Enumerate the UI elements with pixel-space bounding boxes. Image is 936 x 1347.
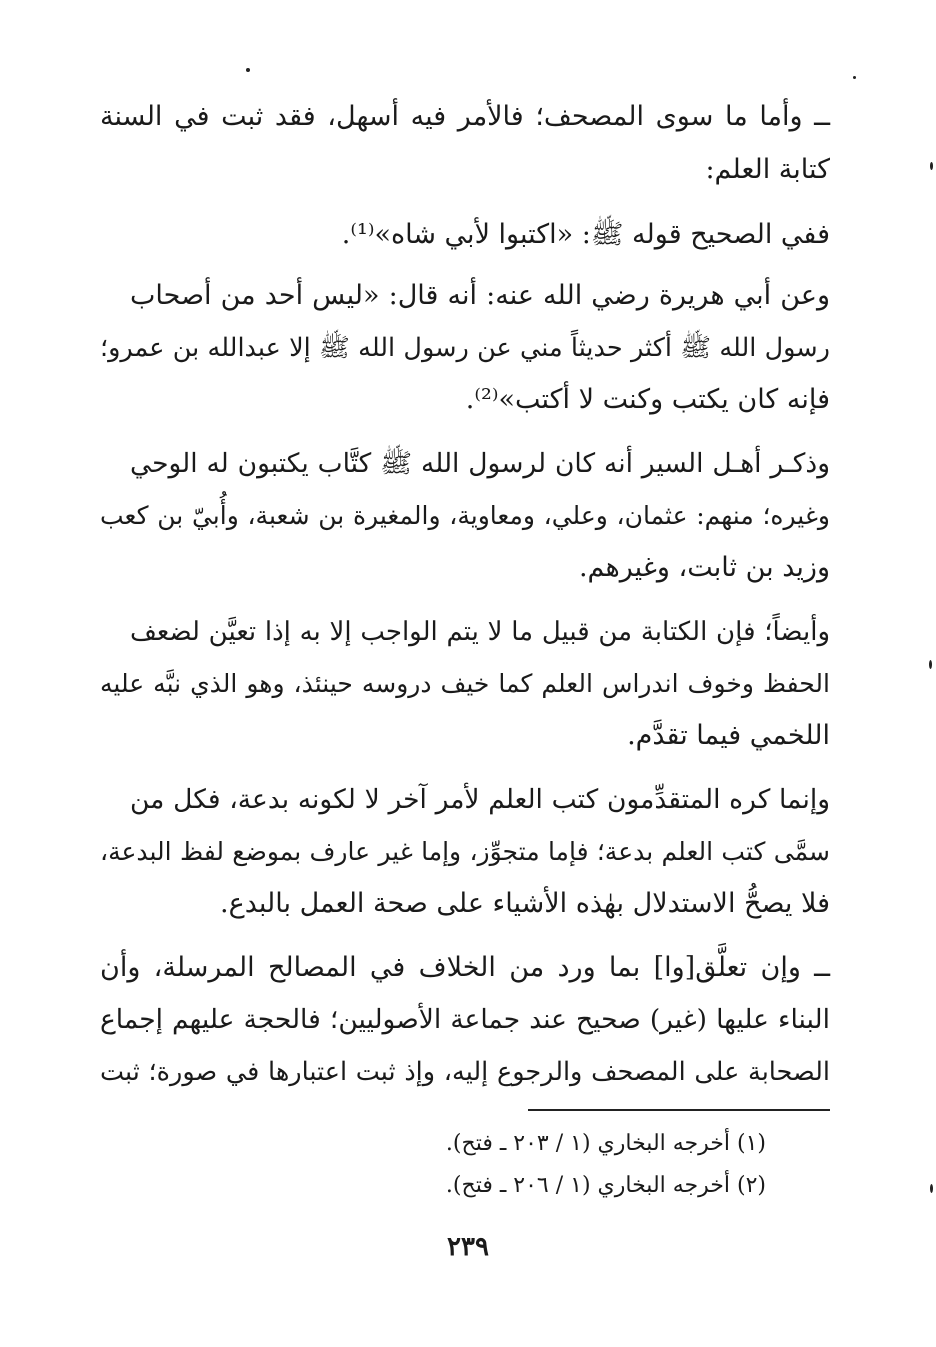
body-line: وغيره؛ منهم: عثمان، وعلي، ومعاوية، والمغيرة بن شعبة، وأُبيّ بن كعب <box>100 501 830 530</box>
footnote: (٢) أخرجه البخاري (١ / ٢٠٦ ـ فتح). <box>445 1173 766 1198</box>
body-line: سمَّى كتب العلم بدعة؛ فإما متجوِّز، وإما غير عارف بموضع لفظ البدعة، <box>100 837 830 866</box>
body-line: رسول الله ﷺ أكثر حديثاً مني عن رسول الله ﷺ إلا عبدالله بن عمرو؛ <box>100 333 830 363</box>
page-number: ٢٣٩ <box>447 1232 489 1262</box>
body-line: كتابة العلم: <box>705 154 830 185</box>
body-line: وإنما كره المتقدِّمون كتب العلم لأمر آخر لا لكونه بدعة، فكل من <box>130 784 830 815</box>
scan-speck <box>246 68 250 72</box>
body-line: وأيضاً؛ فإن الكتابة من قبيل ما لا يتم الواجب إلا به إذا تعيَّن لضعف <box>130 617 830 647</box>
body-line: فإنه كان يكتب وكنت لا أكتب»⁽²⁾. <box>465 384 830 415</box>
body-line: وزيد بن ثابت، وغيرهم. <box>578 552 830 583</box>
scan-speck <box>930 162 933 170</box>
footnote-separator <box>528 1109 830 1111</box>
body-line: اللخمي فيما تقدَّم. <box>627 720 830 751</box>
body-line: الحفظ وخوف اندراس العلم كما خيف دروسه حينئذ، وهو الذي نبَّه عليه <box>100 669 830 698</box>
body-line: وعن أبي هريرة رضي الله عنه: أنه قال: «ليس أحد من أصحاب <box>130 280 830 311</box>
body-line: البناء عليها (غير) صحيح عند جماعة الأصوليين؛ فالحجة عليهم إجماع <box>100 1004 830 1035</box>
scan-speck <box>930 1184 933 1193</box>
body-line: ــ وأما ما سوى المصحف؛ فالأمر فيه أسهل، فقد ثبت في السنة <box>100 101 830 132</box>
body-line: ففي الصحيح قوله ﷺ: «اكتبوا لأبي شاه»⁽¹⁾. <box>341 219 830 250</box>
body-line: الصحابة على المصحف والرجوع إليه، وإذ ثبت اعتبارها في صورة؛ ثبت <box>100 1057 830 1087</box>
scan-speck <box>929 660 932 669</box>
body-line: ــ وإن تعلَّق[وا] بما ورد من الخلاف في المصالح المرسلة، وأن <box>100 952 830 983</box>
scan-speck <box>853 76 856 79</box>
body-line: وذكـر أهـل السير أنه كان لرسول الله ﷺ كتَّاب يكتبون له الوحي <box>130 448 830 479</box>
footnote: (١) أخرجه البخاري (١ / ٢٠٣ ـ فتح). <box>445 1131 766 1156</box>
body-line: فلا يصحُّ الاستدلال بهٰذه الأشياء على صحة العمل بالبدع. <box>220 888 830 919</box>
